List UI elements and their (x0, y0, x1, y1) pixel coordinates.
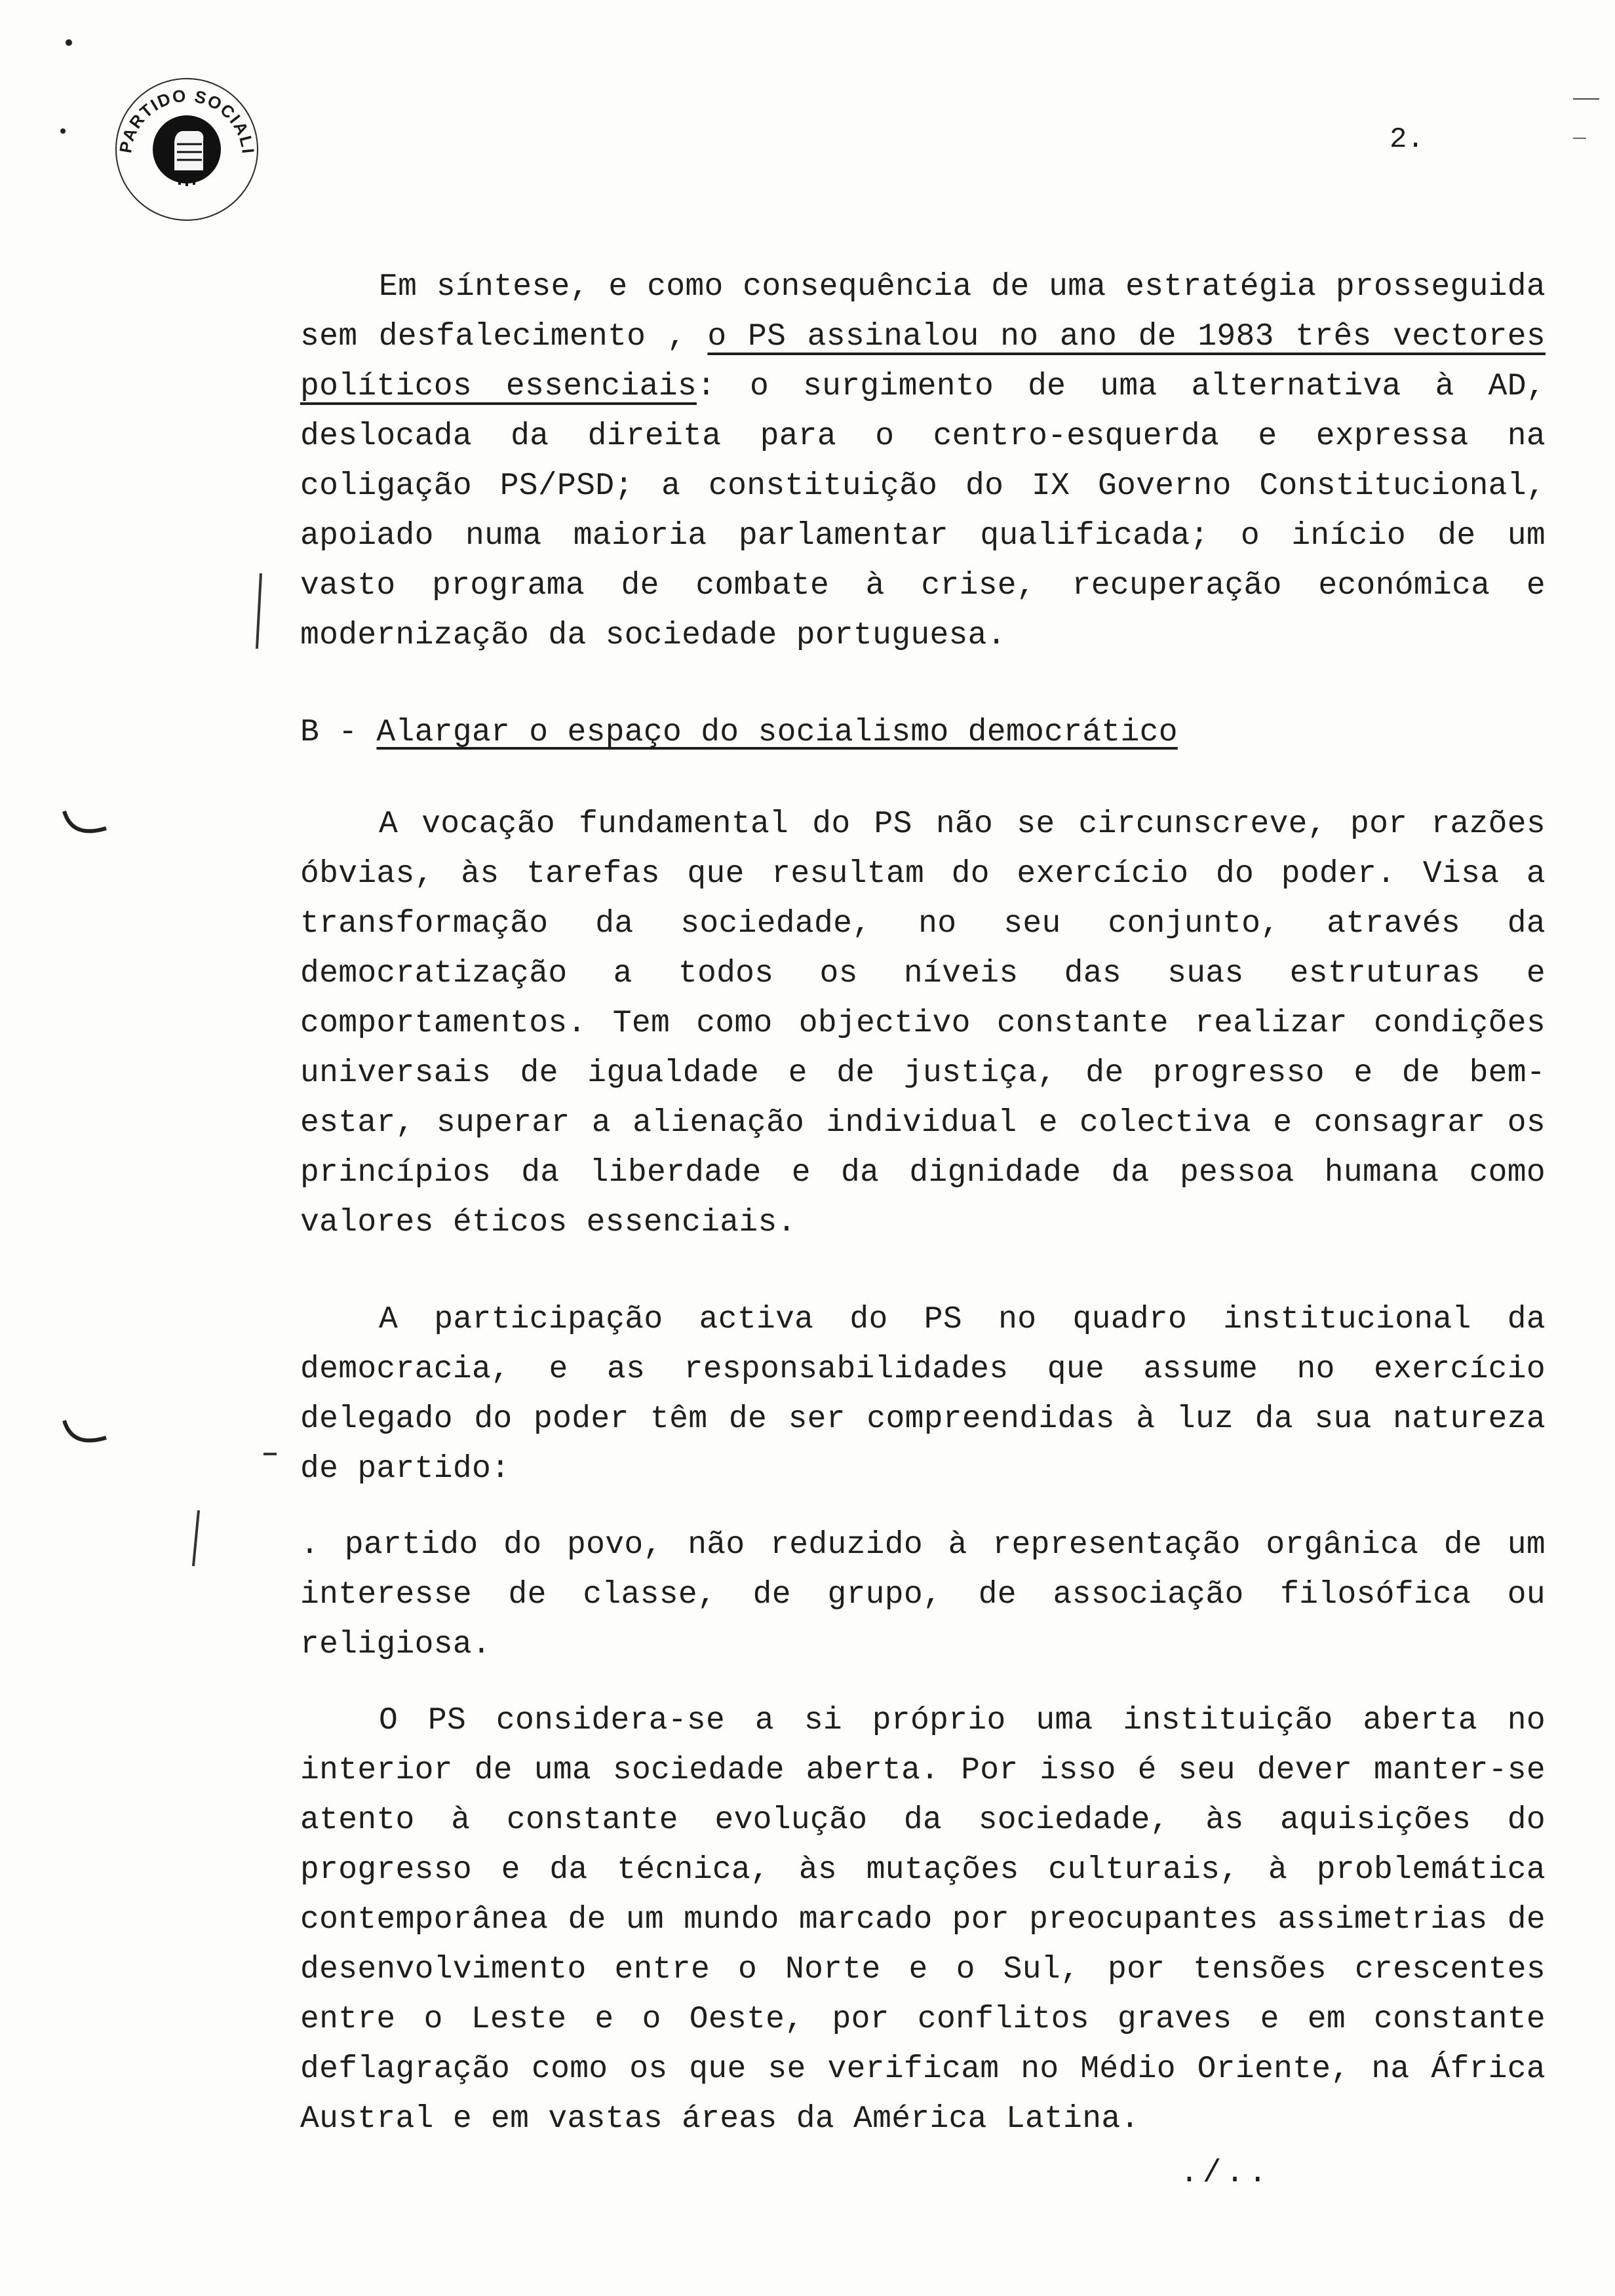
margin-dash-mark (262, 1448, 278, 1453)
corner-mark (1573, 138, 1586, 139)
paragraph-participation: A participação activa do PS no quadro institucional da democracia, e as responsabilidades que assume no exercício delegado do poder têm de ser compreendidas à luz da sua natureza de partido: (300, 1302, 1546, 1487)
paragraph-vocation: A vocação fundamental do PS não se circunscreve, por razões óbvias, às tarefas que resultam do exercício do poder. Visa a transformação da sociedade, no seu conjunto, através da democratização a todos os níveis das suas estruturas e comportamentos. Tem como objectivo constante realizar condições universais de igualdade e de justiça, de progresso e de bem-estar, superar a alienação individual e colectiva e consagrar os princípios da liberdade e da dignidade da pessoa humana como valores éticos essenciais. (300, 807, 1546, 1240)
margin-bracket-mark (249, 570, 269, 655)
section-label: B - (300, 715, 377, 750)
section-title: Alargar o espaço do socialismo democrático (376, 715, 1178, 750)
party-logo-seal (111, 72, 262, 223)
corner-mark (1573, 98, 1599, 100)
underlined-phrase: o PS assinalou no ano de 1983 três vectores políticos essenciais (300, 319, 1546, 404)
punch-mark (60, 128, 66, 134)
section-heading (300, 708, 1546, 757)
page-number: 2. (1390, 123, 1424, 156)
paragraph-summary: Em síntese, e como consequência de uma estratégia prosseguida sem desfalecimento , o PS assinalou no ano de 1983 três vectores políticos essenciais: o surgimento de uma alternativa à AD, deslocada da direita para o centro-esquerda e expressa na coligação PS/PSD; a constituição do IX Governo Constitucional, apoiado numa maioria parlamentar qualificada; o início de um vasto programa de combate à crise, recuperação económica e modernização da sociedade portuguesa. (300, 269, 1546, 653)
margin-pencil-mark (187, 1507, 206, 1573)
margin-tick-mark (59, 806, 111, 845)
punch-mark (66, 39, 72, 46)
raised-fist-seal-icon (111, 72, 262, 223)
paragraph-party-of-people: . partido do povo, não reduzido à representação orgânica de um interesse de classe, de grupo, de associação filosófica ou religiosa. (300, 1527, 1546, 1662)
svg-text:PARTIDO SOCIALISTA: PARTIDO SOCIALI (115, 85, 258, 156)
paragraph-open-institution: O PS considera-se a si próprio uma instituição aberta no interior de uma sociedade aberta. Por isso é seu dever manter-se atento à constante evolução da sociedade, às aquisições do progresso e da técnica, às mutações culturais, à problemática contemporânea de um mundo marcado por preocupantes assimetrias de desenvolvimento entre o Norte e o Sul, por tensões crescentes entre o Leste e o Oeste, por conflitos graves e em constante deflagração como os que se verificam no Médio Oriente, na África Austral e em vastas áreas da América Latina. (300, 1703, 1546, 2137)
margin-tick-mark (59, 1415, 111, 1455)
document-body (300, 262, 1546, 2144)
continuation-mark: ./.. (1180, 2156, 1272, 2191)
